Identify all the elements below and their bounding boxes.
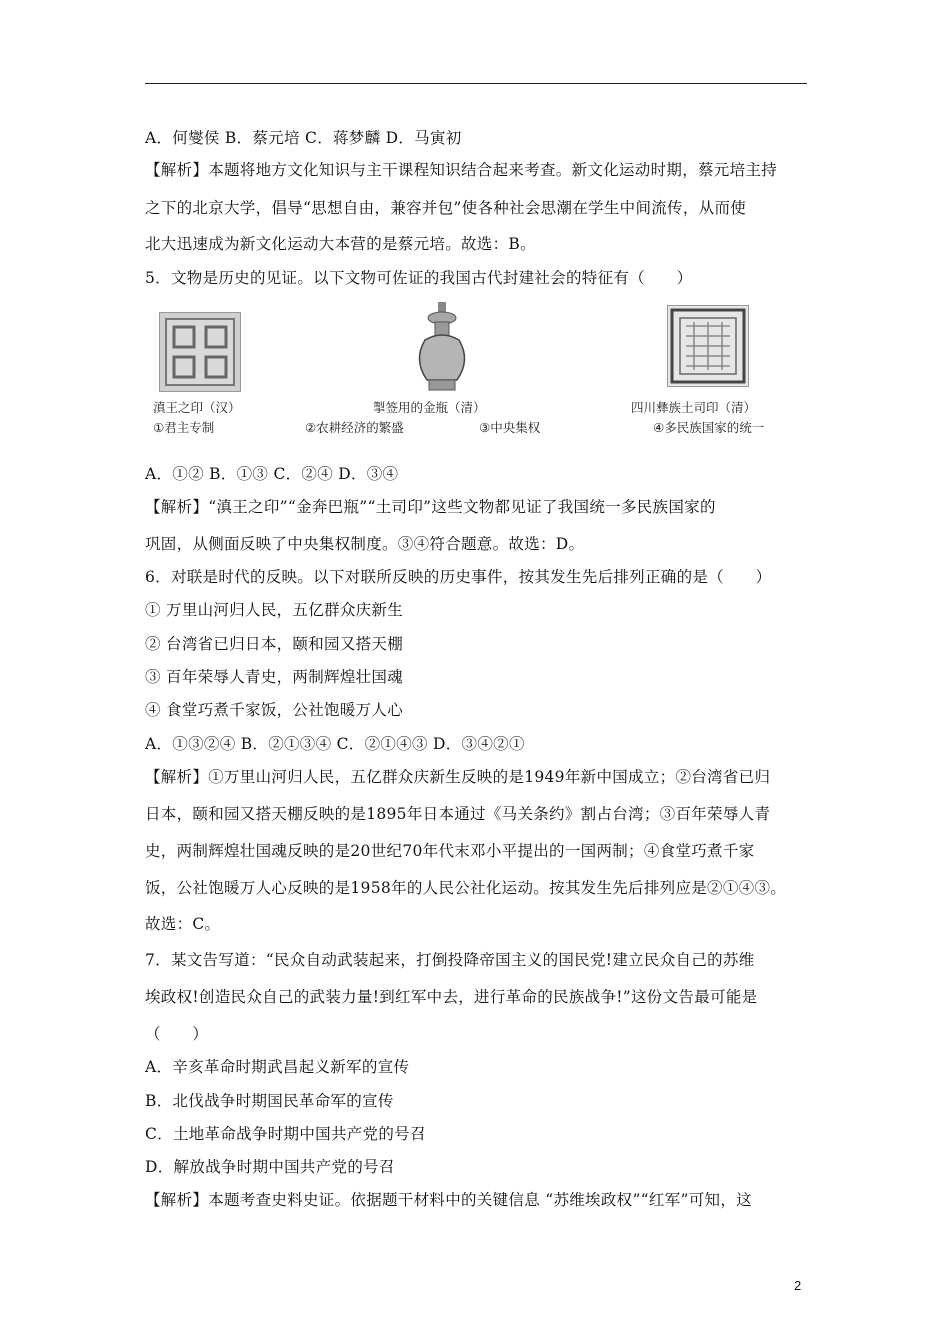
q7-option-c: C．土地革命战争时期中国共产党的号召 — [145, 1125, 426, 1143]
q6-couplet-3: ③ 百年荣辱人青史，两制辉煌壮国魂 — [145, 668, 404, 686]
golden-vase-image — [407, 300, 477, 395]
header-rule — [145, 83, 807, 84]
caption-tusi-seal: 四川彝族土司印（清） — [631, 400, 757, 415]
option-2-label: ②农耕经济的繁盛 — [305, 420, 404, 435]
dian-seal-image — [159, 312, 241, 392]
q6-couplet-1: ① 万里山河归人民，五亿群众庆新生 — [145, 601, 404, 619]
q5-options: A．①② B．①③ C．②④ D．③④ — [145, 465, 399, 483]
option-3-label: ③中央集权 — [479, 420, 541, 435]
artifact-figure — [145, 300, 807, 440]
q5-analysis-line1: 【解析】“滇王之印”“金奔巴瓶”“土司印”这些文物都见证了我国统一多民族国家的 — [145, 498, 716, 516]
q6-analysis-line3: 史，两制辉煌壮国魂反映的是20世纪70年代末邓小平提出的一国两制；④食堂巧煮千家 — [145, 842, 755, 860]
q7-option-b: B．北伐战争时期国民革命军的宣传 — [145, 1092, 394, 1110]
q6-analysis-line1: 【解析】①万里山河归人民，五亿群众庆新生反映的是1949年新中国成立；②台湾省已归 — [145, 768, 771, 786]
q7-option-a: A．辛亥革命时期武昌起义新军的宣传 — [145, 1058, 410, 1076]
q7-stem-line1: 7．某文告写道：“民众自动武装起来，打倒投降帝国主义的国民党!建立民众自己的苏维 — [145, 951, 755, 969]
q6-stem: 6．对联是时代的反映。以下对联所反映的历史事件，按其发生先后排列正确的是（ ） — [145, 568, 772, 586]
q5-analysis-line2: 巩固，从侧面反映了中央集权制度。③④符合题意。故选：D。 — [145, 535, 585, 553]
q6-options: A．①③②④ B．②①③④ C．②①④③ D．③④②① — [145, 735, 525, 753]
q5-stem: 5．文物是历史的见证。以下文物可佐证的我国古代封建社会的特征有（ ） — [145, 269, 693, 287]
caption-dian-seal: 滇王之印（汉） — [153, 400, 241, 415]
q4-analysis-line3: 北大迅速成为新文化运动大本营的是蔡元培。故选：B。 — [145, 235, 536, 253]
q6-couplet-4: ④ 食堂巧煮千家饭，公社饱暖万人心 — [145, 701, 404, 719]
q4-options: A．何燮侯 B．蔡元培 C．蒋梦麟 D．马寅初 — [145, 129, 462, 147]
q6-couplet-2: ② 台湾省已归日本，颐和园又搭天棚 — [145, 635, 404, 653]
option-4-label: ④多民族国家的统一 — [653, 420, 765, 435]
q6-analysis-line2: 日本，颐和园又搭天棚反映的是1895年日本通过《马关条约》割占台湾；③百年荣辱人青 — [145, 805, 771, 823]
q7-analysis-line1: 【解析】本题考查史料史证。依据题干材料中的关键信息 “苏维埃政权”“红军”可知，这 — [145, 1191, 752, 1209]
q6-answer: 故选：C。 — [145, 915, 221, 933]
tusi-seal-image — [667, 305, 749, 387]
caption-golden-vase: 掣签用的金瓶（清） — [373, 400, 486, 415]
q6-analysis-line4: 饭，公社饱暖万人心反映的是1958年的人民公社化运动。按其发生先后排列应是②①④③。 — [145, 879, 787, 897]
q7-stem-line3: （ ） — [145, 1025, 209, 1043]
option-1-label: ①君主专制 — [153, 420, 215, 435]
q7-stem-line2: 埃政权!创造民众自己的武装力量!到红军中去，进行革命的民族战争!”这份文告最可能是 — [145, 988, 758, 1006]
q4-analysis-line1: 【解析】本题将地方文化知识与主干课程知识结合起来考查。新文化运动时期，蔡元培主持 — [145, 161, 778, 179]
q7-option-d: D．解放战争时期中国共产党的号召 — [145, 1158, 395, 1176]
q4-analysis-line2: 之下的北京大学，倡导“思想自由，兼容并包”使各种社会思潮在学生中间流传，从而使 — [145, 199, 747, 217]
page-number: 2 — [794, 1278, 802, 1293]
